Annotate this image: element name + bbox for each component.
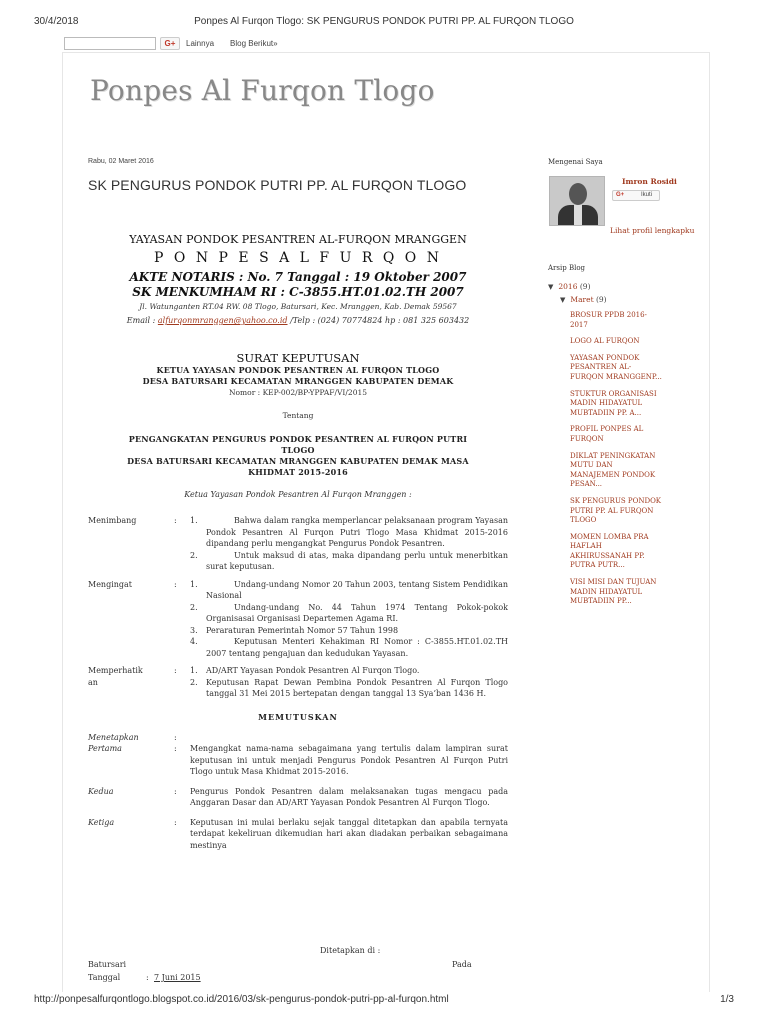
item-text (206, 550, 508, 573)
item-text-content: Undang-undang Nomor 20 Tahun 2003, tentang Sistem Pendidikan Nasional (206, 579, 508, 600)
item-number: 2. (190, 602, 198, 612)
item-number: 4. (190, 637, 198, 646)
tanggal-colon: : (146, 973, 149, 982)
email-link[interactable]: alfurqonmranggen@yahoo.co.id (157, 316, 288, 325)
ketiga-text: Keputusan ini mulai berlaku sejak tanggal ditetapkan dan apabila ternyata terdapat kekeliruan dikemudian hari akan diadakan perbaikan sebagaimana mestinya (190, 817, 508, 850)
colon: : (174, 732, 177, 742)
archive-year-label[interactable]: 2016 (558, 282, 578, 291)
decree-considerations (88, 515, 508, 700)
memperhatikan-item-2 (88, 677, 508, 700)
letterhead-notary: AKTE NOTARIS : No. 7 Tanggal : 19 Oktober 2007 (129, 270, 467, 284)
print-url: http://ponpesalfurqontlogo.blogspot.co.id/2016/03/sk-pengurus-pondok-putri-pp-al-furqon.html (34, 994, 449, 1005)
menetapkan-label: Menetapkan (88, 732, 139, 742)
decree-tentang: Tentang (282, 411, 314, 420)
archive-month-maret[interactable] (560, 295, 708, 304)
batursari-text: Batursari (88, 960, 127, 969)
archive-post-link[interactable]: VISI MISI DAN TUJUAN MADIN HIDAYATUL MUBTADIIN PP... (570, 578, 657, 606)
letterhead-contact (88, 316, 508, 325)
mengingat-item-4 (88, 636, 508, 659)
blog-title[interactable]: Ponpes Al Furqon Tlogo (90, 74, 435, 107)
decree-title: SURAT KEPUTUSAN (236, 351, 360, 365)
item-number: 3. (190, 625, 198, 635)
archive-month-count: (9) (595, 295, 607, 304)
letterhead-sk: SK MENKUMHAM RI : C-3855.HT.01.02.TH 2007 (132, 285, 464, 299)
ditetapkan-label: Ditetapkan di : (320, 946, 381, 955)
decree-number: Nomor : KEP-002/BP-YPPAF/VI/2015 (228, 388, 368, 397)
memperhatikan-label-line-1: Memperhatik (88, 666, 143, 675)
navbar-next-blog-link[interactable]: Blog Berikut» (230, 39, 278, 48)
archive-post-link[interactable]: YAYASAN PONDOK PESANTREN AL-FURQON MRANGGENP... (570, 353, 662, 381)
item-number: 1. (190, 579, 198, 589)
colon: : (174, 516, 177, 525)
ketiga-row (88, 817, 508, 852)
archive-post-link[interactable]: LOGO AL FURQON (570, 337, 640, 346)
archive-year-count: (9) (579, 282, 591, 291)
google-plus-icon: G+ (616, 192, 625, 198)
item-number: 2. (190, 550, 198, 560)
follow-label: Ikuti (641, 192, 653, 198)
decree-subject (88, 434, 508, 478)
archive-post-link[interactable]: BROSUR PPDB 2016-2017 (570, 311, 647, 329)
mengingat-item-3 (88, 625, 508, 637)
archive-post-link[interactable]: STUKTUR ORGANISASI MADIN HIDAYATUL MUBTADIIN PP. A... (570, 389, 657, 417)
tanggal-value: 7 Juni 2015 (154, 973, 201, 982)
item-text: AD/ART Yayasan Pondok Pesantren Al Furqon Tlogo. (206, 666, 420, 675)
menimbang-item-1 (88, 515, 508, 550)
colon: : (174, 817, 177, 827)
letterhead-foundation: YAYASAN PONDOK PESANTREN AL-FURQON MRANGGEN (129, 233, 467, 246)
decree-subtitle-1: KETUA YAYASAN PONDOK PESANTREN AL FURQON TLOGO (156, 365, 440, 375)
post-column (88, 158, 508, 851)
about-heading: Mengenai Saya (548, 158, 603, 166)
item-number: 1. (190, 666, 198, 675)
archive-post-link[interactable]: SK PENGURUS PONDOK PUTRI PP. AL FURQON TLOGO (570, 496, 662, 525)
email-label: Email : (126, 316, 158, 325)
item-text (206, 636, 508, 659)
colon: : (174, 744, 177, 753)
item-text (206, 579, 508, 602)
decree-subject-line-4: KHIDMAT 2015-2016 (248, 467, 348, 477)
decree-opening: Ketua Yayasan Pondok Pesantren Al Furqon Mranggen : (184, 490, 412, 499)
triangle-down-icon[interactable]: ▼ (548, 283, 554, 291)
archive-post-list (570, 311, 662, 607)
item-text: Keputusan Rapat Dewan Pembina Pondok Pesantren Al Furqon Tlogo tanggal 31 Mei 2015 bertepatan dengan tanggal 13 Sya’ban 1436 H. (206, 677, 508, 698)
pertama-row (88, 743, 508, 778)
profile-widget (548, 176, 708, 258)
mengingat-item-1 (88, 579, 508, 602)
avatar[interactable] (549, 176, 605, 226)
archive-post-link[interactable]: PROFIL PONPES AL FURQON (570, 425, 644, 443)
ketiga-label: Ketiga (88, 817, 115, 827)
archive-post-link[interactable]: DIKLAT PENINGKATAN MUTU DAN MANAJEMEN PONDOK PESAN... (570, 451, 656, 489)
item-text (206, 625, 508, 637)
sidebar (548, 158, 708, 607)
item-number: 1. (190, 516, 198, 525)
memutuskan-heading: MEMUTUSKAN (258, 711, 338, 722)
decree-subject-line-2: TLOGO (281, 445, 315, 455)
archive-month-label[interactable]: Maret (570, 295, 594, 304)
kedua-row (88, 786, 508, 809)
item-text-content: Undang-undang No. 44 Tahun 1974 Tentang Pokok-pokok Organisasai Organisasi Departemen Agama RI. (206, 602, 508, 623)
pertama-label: Pertama (88, 744, 122, 753)
post-title: SK PENGURUS PONDOK PUTRI PP. AL FURQON TLOGO (88, 177, 467, 193)
item-text-content: Bahwa dalam rangka memperlancar pelaksanaan program Yayasan Pondok Pesantren Al Furqon Putri Tlogo Masa Khidmat 2015-2016 dipandang perlu mengangkat Pengurus Pondok Pesantren. (206, 516, 508, 548)
memperhatikan-label-line-2: an (88, 677, 98, 687)
archive-post-link[interactable]: MOMEN LOMBA PRA HAFLAH AKHIRUSSANAH PP. PUTRA PUTR... (570, 532, 649, 570)
kedua-label: Kedua (88, 786, 114, 796)
phone-text: /Telp : (024) 70774824 hp : 081 325 603432 (287, 316, 470, 325)
print-footer (0, 994, 768, 1008)
print-header (0, 16, 768, 30)
follow-button[interactable] (612, 190, 660, 201)
print-date: 30/4/2018 (34, 16, 79, 27)
colon: : (174, 579, 177, 589)
navbar-search-input[interactable] (64, 37, 156, 50)
post-date: Rabu, 02 Maret 2016 (88, 158, 154, 165)
item-text-content: Untuk maksud di atas, maka dipandang perlu untuk menerbitkan surat keputusan. (206, 550, 508, 571)
menetapkan-row (88, 732, 508, 744)
blogger-navbar (60, 34, 710, 54)
print-page-title: Ponpes Al Furqon Tlogo: SK PENGURUS PONDOK PUTRI PP. AL FURQON TLOGO (194, 16, 574, 27)
google-plus-button[interactable]: G+ (160, 37, 180, 50)
pada-text: Pada (452, 960, 472, 969)
archive-year-2016[interactable] (548, 282, 708, 291)
decree-subtitle-2: DESA BATURSARI KECAMATAN MRANGGEN KABUPATEN DEMAK (142, 376, 454, 386)
pertama-text: Mengangkat nama-nama sebagaimana yang tertulis dalam lampiran surat keputusan ini untuk menjadi Pengurus Pondok Pesantren Al Furqon Putri Tlogo untuk Masa Khidmat 2015-2016. (190, 744, 508, 776)
menimbang-label: Menimbang (88, 516, 137, 525)
menimbang-item-2 (88, 550, 508, 573)
letterhead-address: Jl. Watunganten RT.04 RW. 08 Tlogo, Batursari, Kec. Mranggen, Kab. Demak 59567 (139, 302, 457, 311)
navbar-more-link[interactable]: Lainnya (186, 39, 215, 48)
decree-subject-line-3: DESA BATURSARI KECAMATAN MRANGGEN KABUPATEN DEMAK MASA (127, 456, 469, 466)
kedua-text: Pengurus Pondok Pesantren dalam melaksanakan tugas mengacu pada Anggaran Dasar dan AD/ART Yayasan Pondok Pesantren Al Furqon Tlogo. (190, 786, 508, 807)
full-profile-link[interactable]: Lihat profil lengkapku (610, 226, 695, 235)
print-page-number: 1/3 (720, 994, 734, 1005)
archive-heading: Arsip Blog (548, 264, 586, 272)
letterhead-ponpes: P O N P E S A L F U R Q O N (154, 250, 442, 266)
item-text (206, 515, 508, 550)
decree-subject-line-1: PENGANGKATAN PENGURUS PONDOK PESANTREN AL FURQON PUTRI (128, 434, 468, 444)
mengingat-item-2 (88, 602, 508, 625)
item-text-content: Keputusan Menteri Kehakiman RI Nomor : C-3855.HT.01.02.TH 2007 tentang pengajuan dan kedudukan Yayasan. (206, 637, 508, 658)
item-number: 2. (190, 677, 198, 687)
triangle-down-icon[interactable]: ▼ (560, 296, 566, 304)
profile-name-link[interactable]: Imron Rosidi (622, 177, 677, 186)
tanggal-label: Tanggal (88, 973, 121, 982)
archive-tree (548, 282, 708, 607)
colon: : (174, 786, 177, 796)
colon: : (174, 666, 177, 675)
item-text (206, 602, 508, 625)
mengingat-label: Mengingat (88, 579, 133, 589)
item-text-content: Peraraturan Pemerintah Nomor 57 Tahun 1998 (206, 625, 399, 635)
